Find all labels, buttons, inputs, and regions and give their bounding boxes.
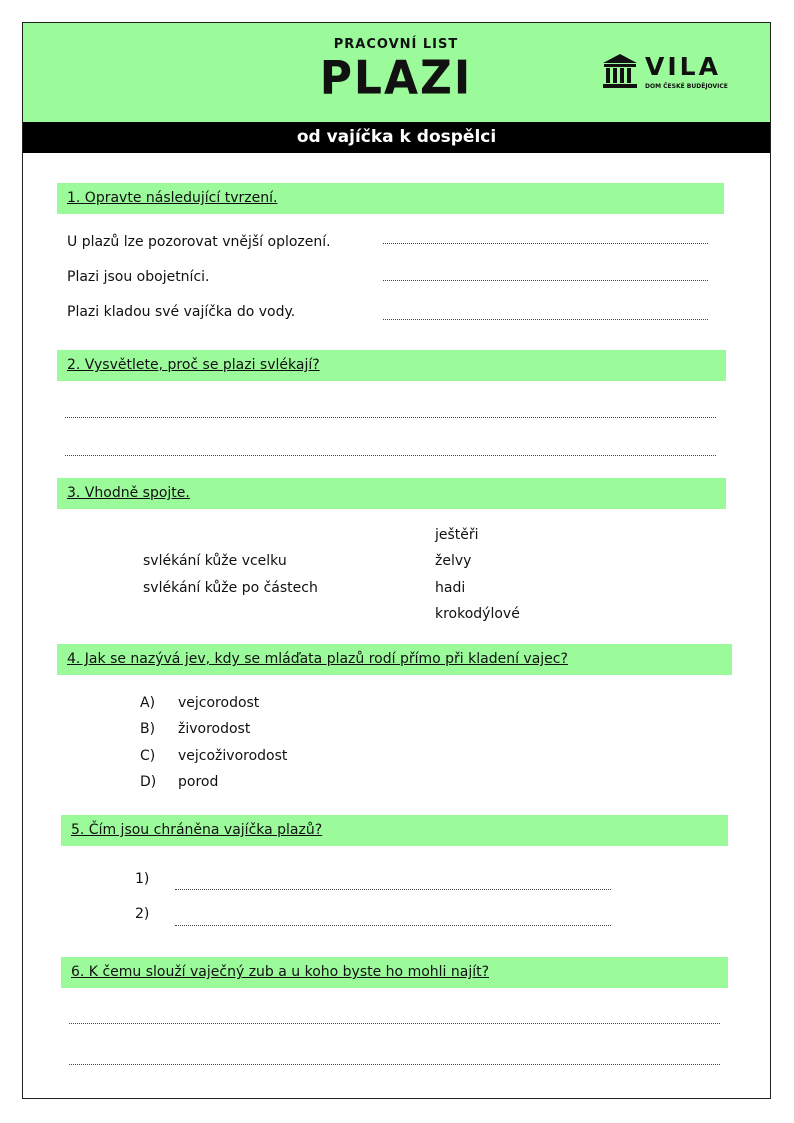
- logo-wordmark: VILA: [645, 52, 721, 81]
- match-left-1: svlékání kůže vcelku: [143, 553, 287, 569]
- statement-2: Plazi jsou obojetníci.: [67, 269, 210, 285]
- question-2-title: 2. Vysvětlete, proč se plazi svlékají?: [67, 357, 320, 373]
- section-banner: od vajíčka k dospělci: [23, 122, 770, 153]
- option-d-text[interactable]: porod: [178, 774, 219, 790]
- worksheet-page: [22, 22, 771, 1099]
- option-c-letter: C): [140, 748, 156, 764]
- option-b-letter: B): [140, 721, 156, 737]
- match-left-2: svlékání kůže po částech: [143, 580, 318, 596]
- answer-line-6-1[interactable]: [69, 1023, 720, 1024]
- answer-number-2: 2): [135, 906, 150, 922]
- logo-subtitle: DOM ČESKÉ BUDĚJOVICE: [645, 83, 728, 90]
- question-1-title: 1. Opravte následující tvrzení.: [67, 190, 278, 206]
- worksheet-title: PLAZI: [319, 51, 473, 106]
- option-a-text[interactable]: vejcorodost: [178, 695, 260, 711]
- question-4-title: 4. Jak se nazývá jev, kdy se mláďata plazů rodí přímo při kladení vajec?: [67, 651, 568, 667]
- answer-number-1: 1): [135, 871, 150, 887]
- statement-1: U plazů lze pozorovat vnější oplození.: [67, 234, 331, 250]
- answer-line-2-1[interactable]: [65, 417, 716, 418]
- question-6-title: 6. K čemu slouží vaječný zub a u koho byste ho mohli najít?: [71, 964, 490, 980]
- match-right-4: krokodýlové: [435, 606, 520, 622]
- match-right-2: želvy: [435, 553, 472, 569]
- question-3-title: 3. Vhodně spojte.: [67, 485, 190, 501]
- option-c-text[interactable]: vejcoživorodost: [178, 748, 288, 764]
- answer-line-5-1[interactable]: [175, 889, 611, 890]
- museum-building-icon: [601, 52, 639, 90]
- match-right-3: hadi: [435, 580, 466, 596]
- answer-line-6-2[interactable]: [69, 1064, 720, 1065]
- answer-line-2-2[interactable]: [65, 455, 716, 456]
- option-d-letter: D): [140, 774, 157, 790]
- option-b-text[interactable]: živorodost: [178, 721, 251, 737]
- question-5-heading: [61, 815, 728, 846]
- question-6-heading: [61, 957, 728, 988]
- answer-line-5-2[interactable]: [175, 925, 611, 926]
- question-4-heading: [57, 644, 732, 675]
- question-2-heading: [57, 350, 726, 381]
- vila-logo: [601, 52, 731, 92]
- worksheet-subtitle: PRACOVNÍ LIST: [333, 37, 459, 52]
- header: [23, 23, 770, 122]
- option-a-letter: A): [140, 695, 156, 711]
- question-3-heading: [57, 478, 726, 509]
- question-5-title: 5. Čím jsou chráněna vajíčka plazů?: [71, 822, 323, 838]
- statement-3: Plazi kladou své vajíčka do vody.: [67, 304, 296, 320]
- answer-line-1-1[interactable]: [383, 243, 708, 244]
- match-right-1: ještěři: [435, 527, 479, 543]
- question-1-heading: [57, 183, 724, 214]
- answer-line-1-2[interactable]: [383, 280, 708, 281]
- answer-line-1-3[interactable]: [383, 319, 708, 320]
